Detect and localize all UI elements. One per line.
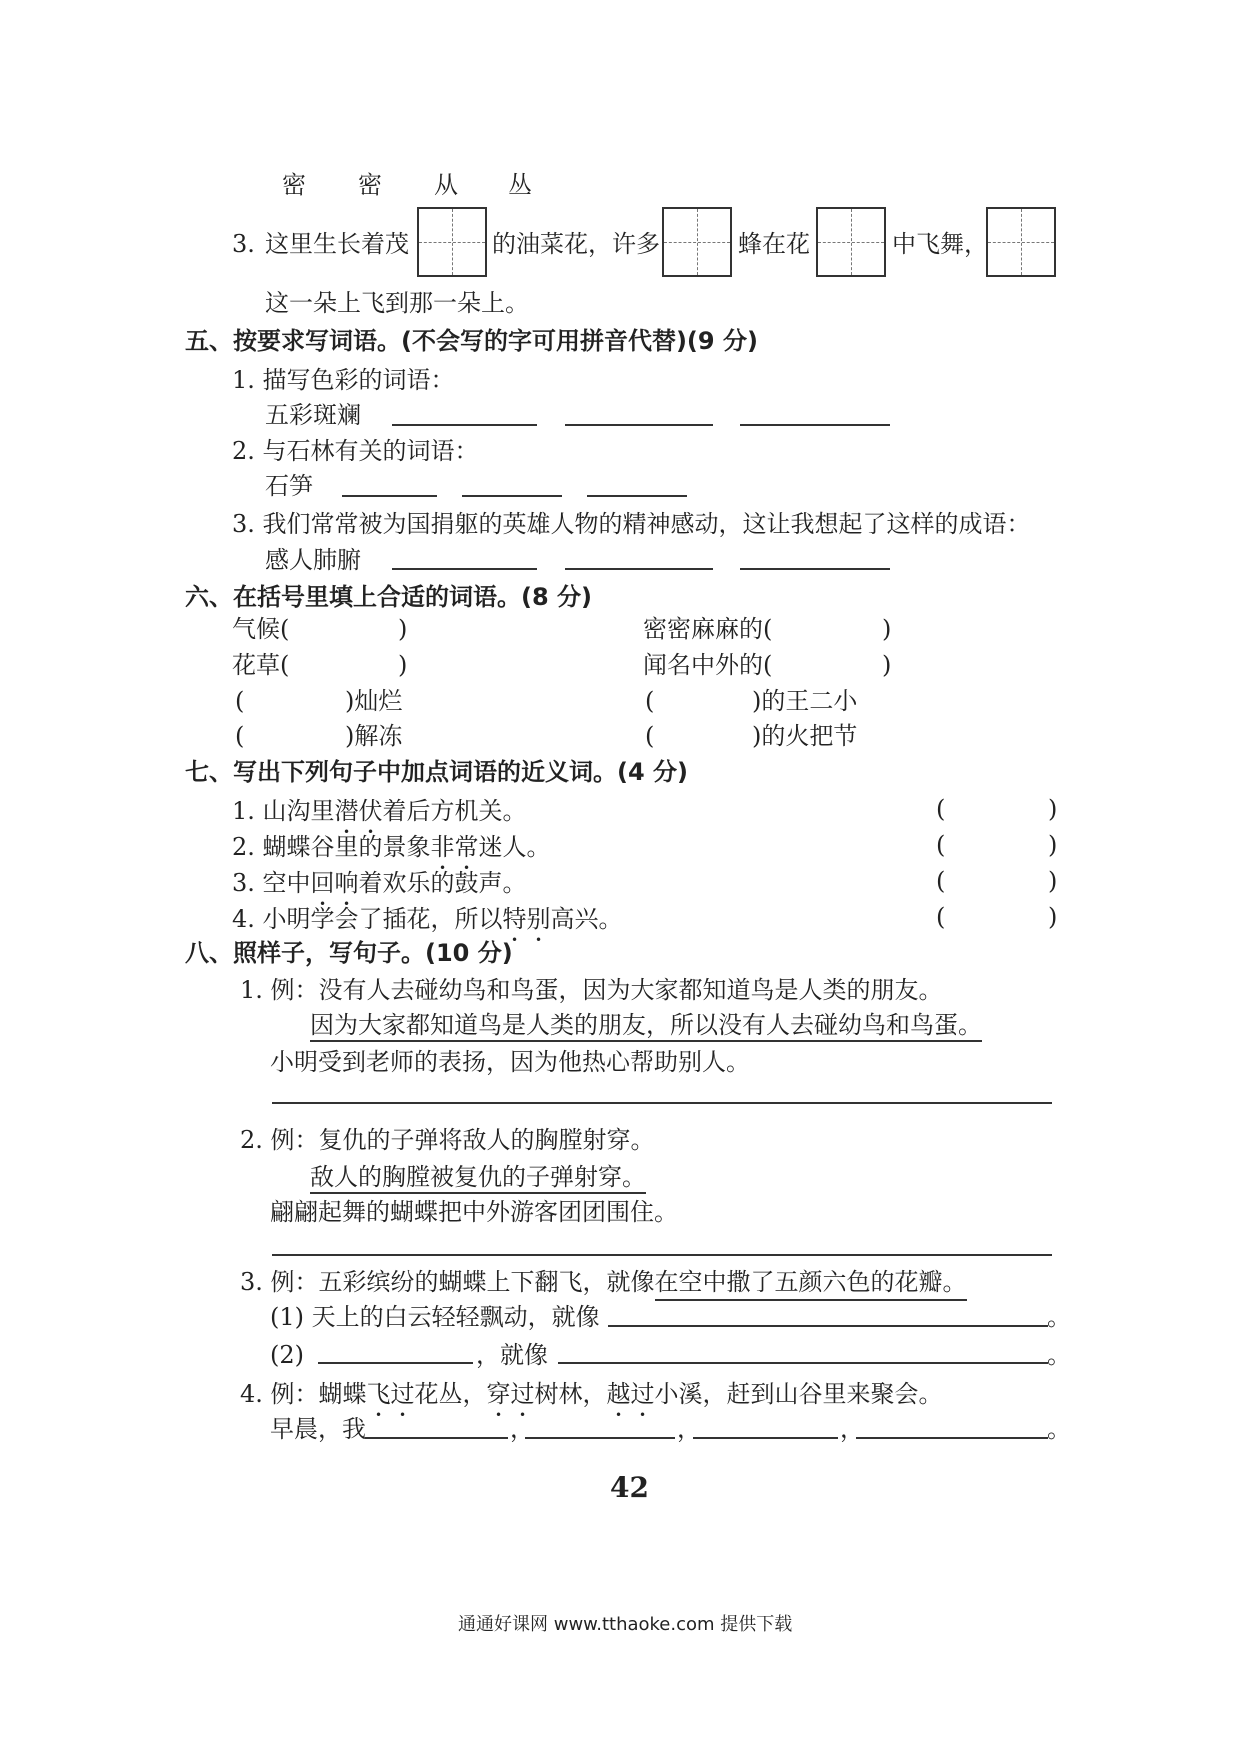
comma: ，: [510, 1415, 534, 1443]
s8-question-3-2-label: (2): [270, 1341, 304, 1369]
s6-right-1: 密密麻麻的(: [643, 615, 773, 643]
char-box-4[interactable]: [986, 207, 1056, 277]
s8-example-2: 2. 例：复仇的子弹将敌人的胸膛射穿。: [240, 1126, 655, 1154]
answer-paren-open: (: [936, 831, 946, 859]
s8-example-3: 3. 例：五彩缤纷的蝴蝶上下翻飞，就像在空中撒了五颜六色的花瓣。: [240, 1270, 967, 1294]
s8-question-3-1: (1) 天上的白云轻轻飘动，就像: [270, 1303, 600, 1331]
answer-line[interactable]: [693, 1437, 838, 1439]
close-paren: ): [398, 615, 408, 643]
sentence-part: 的油菜花，许多: [492, 230, 660, 258]
s7-item-3: 3. 空中回响着欢乐的鼓声。: [232, 869, 527, 897]
s5-item-1-example: 五彩斑斓: [265, 401, 361, 429]
answer-paren-close: ): [1048, 795, 1058, 823]
s6-right-3: )的王二小: [752, 687, 858, 715]
answer-line[interactable]: [272, 1254, 1052, 1256]
item-number: 3.: [232, 230, 255, 258]
section-6-title: 六、在括号里填上合适的词语。(8 分): [185, 583, 592, 611]
s5-item-2: 2. 与石林有关的词语：: [232, 437, 479, 465]
section-8-title: 八、照样子，写句子。(10 分): [185, 939, 513, 967]
answer-paren-close: ): [1048, 831, 1058, 859]
s8-question-1: 小明受到老师的表扬，因为他热心帮助别人。: [270, 1048, 750, 1076]
sentence-part: 这里生长着茂: [265, 230, 409, 258]
comma: ，: [677, 1415, 701, 1443]
answer-blank[interactable]: [565, 424, 713, 426]
option-char-2: 密: [358, 171, 382, 199]
s8-example-2-answer: 敌人的胸膛被复仇的子弹射穿。: [310, 1165, 646, 1194]
answer-blank[interactable]: [342, 495, 437, 497]
close-paren: ): [882, 615, 892, 643]
s7-item-1: 1. 山沟里潜伏着后方机关。: [232, 797, 527, 825]
answer-paren-close: ): [1048, 867, 1058, 895]
answer-blank[interactable]: [392, 568, 537, 570]
close-paren: ): [398, 651, 408, 679]
period: 。: [1047, 1415, 1071, 1443]
section-7-title: 七、写出下列句子中加点词语的近义词。(4 分): [185, 758, 688, 786]
answer-paren-open: (: [936, 867, 946, 895]
answer-blank[interactable]: [740, 568, 890, 570]
answer-blank[interactable]: [462, 495, 562, 497]
s8-example-1: 1. 例：没有人去碰幼鸟和鸟蛋，因为大家都知道鸟是人类的朋友。: [240, 976, 943, 1004]
open-paren: (: [235, 722, 245, 750]
answer-blank[interactable]: [565, 568, 713, 570]
s6-left-3: )灿烂: [345, 687, 403, 715]
page-number: 42: [610, 1471, 649, 1504]
sentence-part: 蜂在花: [738, 230, 810, 258]
answer-line[interactable]: [856, 1437, 1048, 1439]
s8-question-4: 早晨，我: [270, 1415, 366, 1443]
s6-right-2: 闻名中外的(: [643, 651, 773, 679]
section-5-title: 五、按要求写词语。(不会写的字可用拼音代替)(9 分): [185, 327, 758, 355]
answer-paren-open: (: [936, 903, 946, 931]
sentence-part: 中飞舞，: [892, 230, 988, 258]
option-char-1: 密: [282, 171, 306, 199]
answer-line[interactable]: [318, 1362, 473, 1364]
s8-question-2: 翩翩起舞的蝴蝶把中外游客团团围住。: [270, 1198, 678, 1226]
option-char-4: 丛: [508, 171, 532, 199]
s5-item-3: 3. 我们常常被为国捐躯的英雄人物的精神感动，这让我想起了这样的成语：: [232, 510, 1031, 538]
s7-item-2: 2. 蝴蝶谷里的景象非常迷人。: [232, 833, 551, 861]
sentence-continuation: 这一朵上飞到那一朵上。: [265, 289, 529, 317]
open-paren: (: [645, 722, 655, 750]
s5-item-1: 1. 描写色彩的词语：: [232, 366, 455, 394]
answer-line[interactable]: [365, 1437, 508, 1439]
s6-right-4: )的火把节: [752, 722, 858, 750]
open-paren: (: [235, 687, 245, 715]
char-box-3[interactable]: [816, 207, 886, 277]
s6-left-4: )解冻: [345, 722, 403, 750]
answer-line[interactable]: [608, 1325, 1048, 1327]
period: 。: [1047, 1341, 1071, 1369]
answer-line[interactable]: [525, 1437, 675, 1439]
s8-example-1-answer: 因为大家都知道鸟是人类的朋友，所以没有人去碰幼鸟和鸟蛋。: [310, 1013, 982, 1042]
s6-left-1: 气候(: [232, 615, 290, 643]
answer-paren-close: ): [1048, 903, 1058, 931]
open-paren: (: [645, 687, 655, 715]
s7-item-4: 4. 小明学会了插花，所以特别高兴。: [232, 905, 623, 933]
close-paren: ): [882, 651, 892, 679]
option-char-3: 从: [434, 171, 458, 199]
comma: ，: [840, 1415, 864, 1443]
answer-blank[interactable]: [740, 424, 890, 426]
footer-credit: 通通好课网 www.tthaoke.com 提供下载: [458, 1614, 793, 1635]
s8-question-3-2-text: ，就像: [476, 1341, 548, 1369]
answer-blank[interactable]: [587, 495, 687, 497]
answer-paren-open: (: [936, 795, 946, 823]
s8-example-4: 4. 例：蝴蝶飞过花丛，穿过树林，越过小溪，赶到山谷里来聚会。: [240, 1380, 943, 1408]
s5-item-2-example: 石笋: [265, 472, 313, 500]
s6-left-2: 花草(: [232, 651, 290, 679]
answer-blank[interactable]: [392, 424, 537, 426]
char-box-1[interactable]: [417, 207, 487, 277]
char-box-2[interactable]: [662, 207, 732, 277]
period: 。: [1047, 1303, 1071, 1331]
answer-line[interactable]: [558, 1362, 1048, 1364]
s5-item-3-example: 感人肺腑: [265, 546, 361, 574]
answer-line[interactable]: [272, 1102, 1052, 1104]
